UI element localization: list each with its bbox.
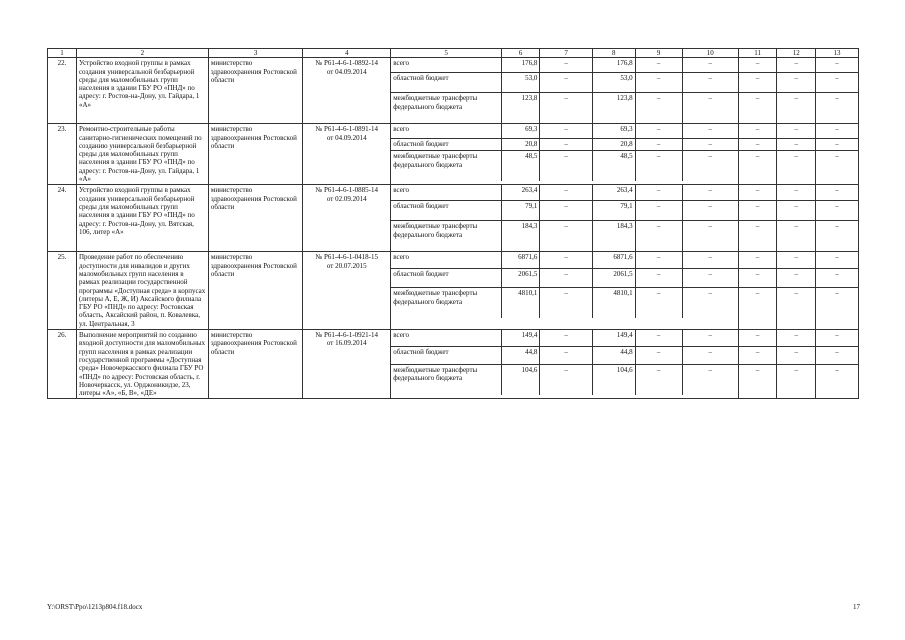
value-col8: 53,0 [592, 73, 635, 93]
value-c13: – [816, 288, 858, 319]
funding-sources [391, 330, 739, 399]
value-c13: – [835, 331, 839, 340]
value-col10: – [682, 201, 738, 221]
value-col10: – [682, 365, 738, 396]
value-col8: 44,8 [592, 347, 635, 365]
value-col6: 79,1 [501, 201, 540, 221]
value-c12: – [777, 151, 815, 182]
header-cell: 12 [777, 49, 816, 58]
value-col9: – [635, 201, 682, 221]
funding-row [391, 330, 738, 347]
header-cell: 6 [501, 49, 540, 57]
page-number: 17 [853, 603, 860, 611]
item-row [48, 58, 859, 124]
value-c13: – [816, 269, 858, 288]
funding-row [391, 124, 738, 139]
funding-source: межбюджетные трансферты федерального бюджета [391, 288, 501, 319]
value-col9: – [635, 347, 682, 365]
value-col7: – [540, 269, 592, 288]
value-col8: 149,4 [592, 330, 635, 347]
header-cell: 8 [592, 49, 635, 57]
header-cell: 1 [48, 49, 77, 58]
value-col7: – [540, 151, 592, 182]
value-c12: – [777, 139, 815, 151]
value-col6: 4810,1 [501, 288, 540, 319]
value-c13: – [816, 73, 858, 93]
value-col6: 44,8 [501, 347, 540, 365]
funding-source: всего [391, 185, 501, 201]
value-c11: – [739, 221, 777, 252]
value-col9: – [635, 151, 682, 182]
header-cell: 2 [76, 49, 208, 58]
value-c12: – [777, 201, 815, 221]
item-ministry: министерство здравоохранения Ростовской области [208, 185, 302, 252]
funding-row [391, 201, 738, 221]
value-c12: – [777, 221, 815, 252]
value-col9: – [635, 221, 682, 252]
value-col8: 6871,6 [592, 252, 635, 269]
value-stack-c12 [777, 124, 816, 185]
header-cell: 11 [738, 49, 777, 58]
value-stack-c11 [738, 330, 777, 399]
item-ministry: министерство здравоохранения Ростовской области [208, 330, 302, 399]
value-c13: – [816, 139, 858, 151]
value-col8: 79,1 [592, 201, 635, 221]
value-col7: – [540, 93, 592, 124]
value-col10: – [708, 186, 712, 195]
value-col9: – [635, 58, 682, 73]
value-stack-c13 [816, 252, 859, 330]
item-name: Выполнение мероприятий по созданию входной доступности для маломобильных групп населения в рамках реализации государственной программы «Доступная среда» Новочеркасского филиала ГБУ РО «ПНД» по адресу: Ростовская область, г. Новочеркасск, ул. Орджоникидзе, 23, литеры «А», «Б, В», «ДЕ» [76, 330, 208, 399]
file-path: Y:\ORST\Ppo\1213p804.f18.docx [47, 603, 143, 611]
funding-row [391, 93, 738, 124]
value-col7: – [540, 139, 592, 151]
value-c11: – [755, 125, 760, 134]
funding-table [47, 48, 859, 399]
value-col6: 53,0 [501, 73, 540, 93]
value-c11: – [755, 186, 760, 195]
value-stack-c13 [816, 124, 859, 185]
value-col8: 4810,1 [592, 288, 635, 319]
value-c12: – [777, 347, 815, 365]
value-col6: 20,8 [501, 139, 540, 151]
value-stack-c12 [777, 58, 816, 124]
funding-row [391, 347, 738, 365]
value-c12: – [794, 125, 798, 134]
value-col7: – [540, 73, 592, 93]
funding-source: всего [391, 58, 501, 73]
funding-row [391, 139, 738, 151]
value-col9: – [635, 269, 682, 288]
value-stack-c11 [738, 124, 777, 185]
value-col6: 176,8 [501, 58, 540, 73]
value-col7: – [540, 201, 592, 221]
value-c11: – [739, 93, 777, 124]
value-col10: – [682, 347, 738, 365]
funding-source: областной бюджет [391, 347, 501, 365]
value-c13: – [816, 151, 858, 182]
value-col8: 176,8 [592, 58, 635, 73]
value-col6: 104,6 [501, 365, 540, 396]
header-row [48, 49, 859, 58]
funding-row [391, 288, 738, 319]
item-name: Ремонтно-строительные работы санитарно-гигиенических помещений по созданию универсальной безбарьерной среды для маломобильных групп населения в здании ГБУ РО «ПНД» по адресу: г. Ростов-на-Дону, ул. Гайдара, 1 «А» [76, 124, 208, 185]
funding-source: областной бюджет [391, 201, 501, 221]
header-cell: 13 [816, 49, 859, 58]
item-row [48, 185, 859, 252]
header-cell: 10 [706, 49, 714, 57]
value-c11: – [739, 139, 777, 151]
value-col6: 149,4 [501, 330, 540, 347]
funding-row [391, 151, 738, 182]
value-c11: – [739, 151, 777, 182]
funding-sources [391, 185, 739, 252]
value-col10: – [682, 73, 738, 93]
value-c12: – [794, 59, 798, 68]
item-row [48, 252, 859, 330]
value-col8: 263,4 [592, 185, 635, 201]
value-col7: – [540, 252, 592, 269]
value-stack-c13 [816, 330, 859, 399]
value-col8: 2061,5 [592, 269, 635, 288]
funding-source: всего [391, 124, 501, 139]
item-number: 26. [48, 330, 77, 399]
funding-source: областной бюджет [391, 73, 501, 93]
value-col6: 48,5 [501, 151, 540, 182]
value-c13: – [835, 59, 839, 68]
item-number: 24. [48, 185, 77, 252]
value-col8: 48,5 [592, 151, 635, 182]
funding-source: межбюджетные трансферты федерального бюджета [391, 151, 501, 182]
header-subgroup [391, 49, 739, 58]
value-stack-c13 [816, 58, 859, 124]
value-c13: – [835, 186, 839, 195]
value-col6: 69,3 [501, 124, 540, 139]
value-col7: – [540, 221, 592, 252]
header-cell: 5 [391, 49, 501, 57]
value-col10: – [682, 151, 738, 182]
value-col10: – [708, 331, 712, 340]
funding-sources [391, 58, 739, 124]
value-col8: 184,3 [592, 221, 635, 252]
funding-row [391, 73, 738, 93]
item-ministry: министерство здравоохранения Ростовской области [208, 124, 302, 185]
funding-sources [391, 252, 739, 330]
item-ministry: министерство здравоохранения Ростовской области [208, 58, 302, 124]
value-c12: – [777, 288, 815, 319]
header-cell: 9 [635, 49, 682, 57]
funding-source: межбюджетные трансферты федерального бюджета [391, 93, 501, 124]
value-c11: – [739, 201, 777, 221]
item-document: № Р61-4-6-1-0891-14 от 04.09.2014 [303, 124, 391, 185]
item-name: Устройство входной группы в рамках создания универсальной безбарьерной среды для маломобильных групп населения в здании ГБУ РО «ПНД» по адресу: г. Ростов-на-Дону, ул. Гайдара, 1 «А» [76, 58, 208, 124]
value-col9: – [635, 252, 682, 269]
value-col10: – [682, 139, 738, 151]
value-c12: – [777, 269, 815, 288]
value-c12: – [777, 93, 815, 124]
value-c12: – [794, 253, 798, 262]
value-col9: – [635, 330, 682, 347]
value-c12: – [794, 186, 798, 195]
value-col6: 184,3 [501, 221, 540, 252]
value-col9: – [635, 365, 682, 396]
value-stack-c13 [816, 185, 859, 252]
value-stack-c11 [738, 185, 777, 252]
value-c13: – [816, 93, 858, 124]
value-col8: 123,8 [592, 93, 635, 124]
value-c13: – [816, 201, 858, 221]
value-col8: 104,6 [592, 365, 635, 396]
value-col9: – [635, 288, 682, 319]
item-name: Проведение работ по обеспечению доступности для инвалидов и других маломобильных групп населения в рамках реализации государственной программы «Доступная среда» в корпусах (литеры А, Е, Ж, И) Аксайского филиала ГБУ РО «ПНД» по адресу: Ростовская область, Аксайский район, п. Ковалевка, ул. Центральная, 3 [76, 252, 208, 330]
value-c13: – [816, 221, 858, 252]
value-c12: – [777, 73, 815, 93]
value-col10: – [682, 288, 738, 319]
funding-source: межбюджетные трансферты федерального бюджета [391, 365, 501, 396]
item-document: № Р61-4-6-1-0892-14 от 04.09.2014 [303, 58, 391, 124]
value-col6: 6871,6 [501, 252, 540, 269]
funding-source: всего [391, 330, 501, 347]
value-c12: – [777, 365, 815, 396]
funding-source: всего [391, 252, 501, 269]
funding-row [391, 185, 738, 201]
funding-source: областной бюджет [391, 139, 501, 151]
value-col7: – [540, 347, 592, 365]
value-c11: – [739, 269, 777, 288]
value-col7: – [540, 288, 592, 319]
header-cell: 3 [208, 49, 302, 58]
value-col9: – [635, 73, 682, 93]
value-col9: – [635, 185, 682, 201]
value-col8: 69,3 [592, 124, 635, 139]
value-col7: – [540, 58, 592, 73]
value-c13: – [816, 365, 858, 396]
value-c11: – [739, 365, 777, 396]
value-c11: – [739, 347, 777, 365]
item-document: № Р61-4-6-1-0885-14 от 02.09.2014 [303, 185, 391, 252]
funding-row [391, 252, 738, 269]
value-stack-c11 [738, 58, 777, 124]
funding-row [391, 365, 738, 396]
item-ministry: министерство здравоохранения Ростовской области [208, 252, 302, 330]
value-col8: 20,8 [592, 139, 635, 151]
item-number: 25. [48, 252, 77, 330]
item-row [48, 124, 859, 185]
funding-row [391, 58, 738, 73]
value-c11: – [755, 331, 760, 340]
value-stack-c12 [777, 252, 816, 330]
value-col10: – [708, 59, 712, 68]
value-c11: – [739, 73, 777, 93]
funding-source: областной бюджет [391, 269, 501, 288]
value-c12: – [794, 331, 798, 340]
item-name: Устройство входной группы в рамках создания универсальной безбарьерной среды для маломобильных групп населения в здании ГБУ РО «ПНД» по адресу: г. Ростов-на-Дону, ул. Вятская, 106, литер «А» [76, 185, 208, 252]
value-c11: – [755, 59, 760, 68]
value-col10: – [682, 221, 738, 252]
value-col9: – [635, 124, 682, 139]
value-c13: – [835, 125, 839, 134]
item-document: № Р61-4-6-1-0921-14 от 16.09.2014 [303, 330, 391, 399]
value-col6: 263,4 [501, 185, 540, 201]
value-col6: 2061,5 [501, 269, 540, 288]
value-c13: – [816, 347, 858, 365]
value-col10: – [708, 253, 712, 262]
value-stack-c12 [777, 330, 816, 399]
value-col9: – [635, 93, 682, 124]
value-col10: – [682, 269, 738, 288]
value-col10: – [682, 93, 738, 124]
item-row [48, 330, 859, 399]
value-c11: – [755, 253, 760, 262]
value-c11: – [739, 288, 777, 319]
header-cell: 7 [540, 49, 592, 57]
value-col7: – [540, 185, 592, 201]
value-col7: – [540, 330, 592, 347]
funding-source: межбюджетные трансферты федерального бюджета [391, 221, 501, 252]
value-stack-c12 [777, 185, 816, 252]
value-col9: – [635, 139, 682, 151]
value-stack-c11 [738, 252, 777, 330]
value-c13: – [835, 253, 839, 262]
value-col6: 123,8 [501, 93, 540, 124]
value-col10: – [708, 125, 712, 134]
header-cell: 4 [303, 49, 391, 58]
value-col7: – [540, 124, 592, 139]
funding-row [391, 221, 738, 252]
item-number: 23. [48, 124, 77, 185]
funding-row [391, 269, 738, 288]
item-number: 22. [48, 58, 77, 124]
value-col7: – [540, 365, 592, 396]
funding-sources [391, 124, 739, 185]
item-document: № Р61-4-6-1-0418-15 от 20.07.2015 [303, 252, 391, 330]
